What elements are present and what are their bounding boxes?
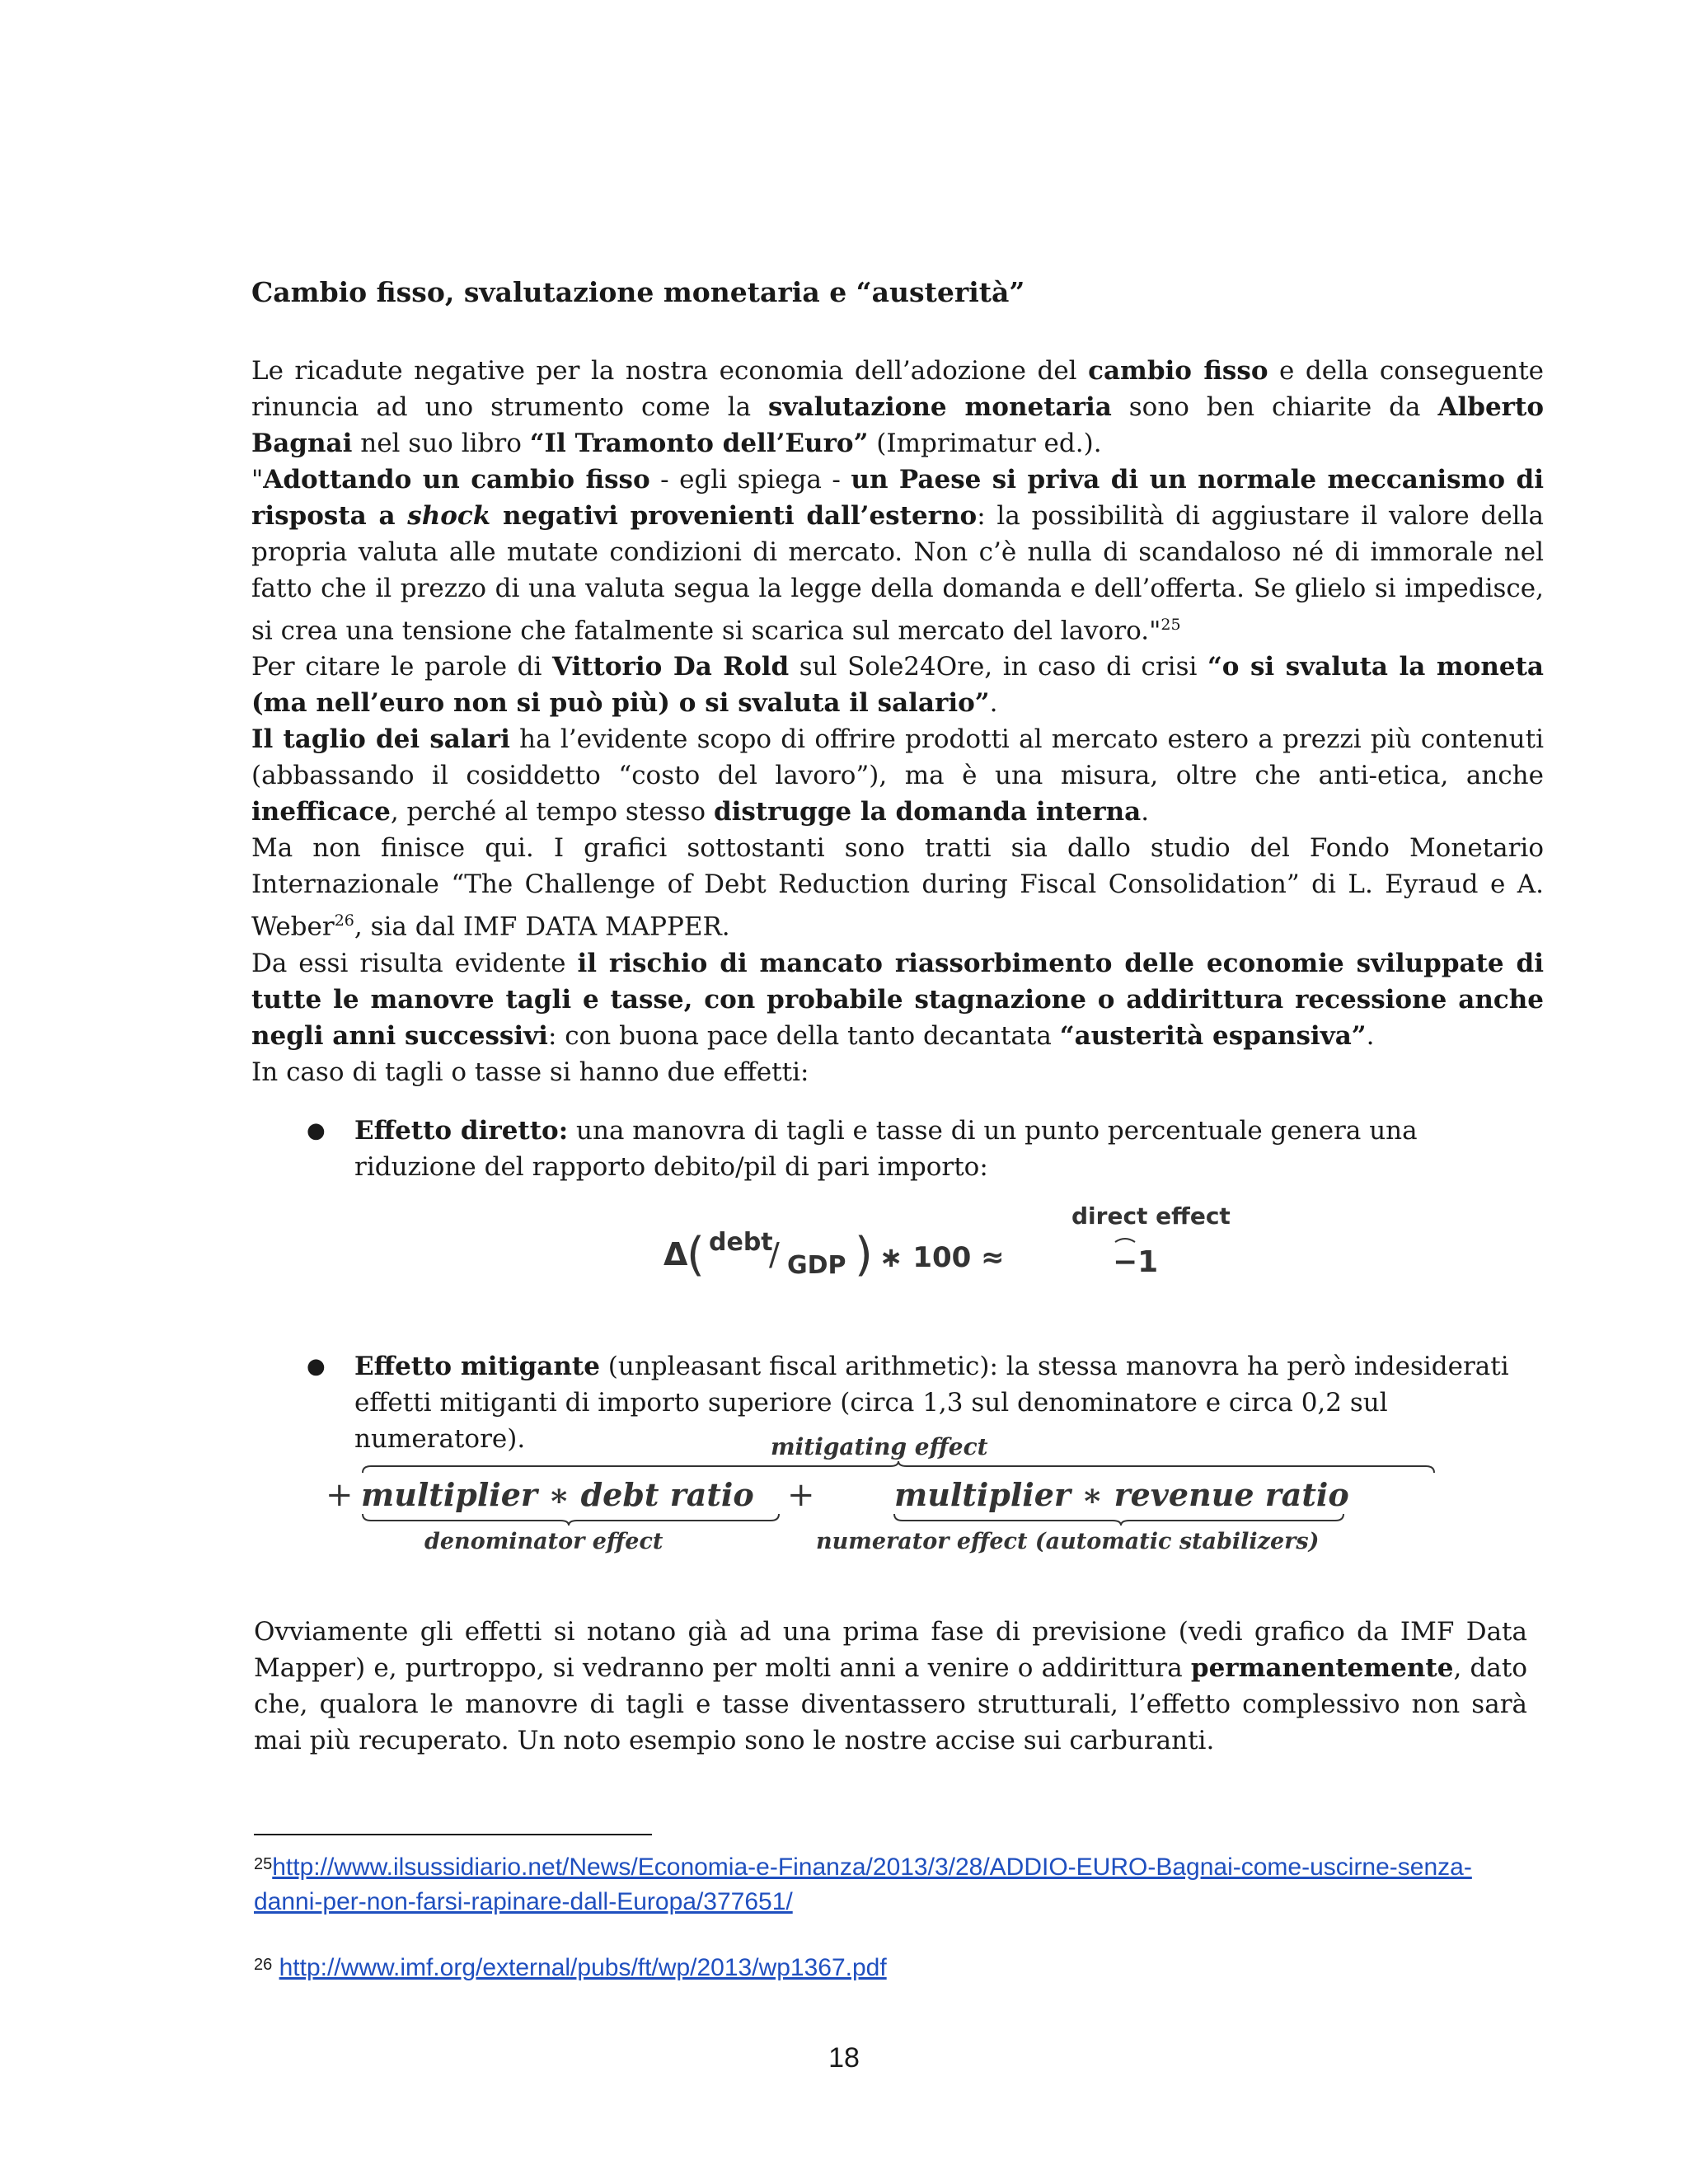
- direct-effect-formula: [663, 1199, 1257, 1290]
- text: sono ben chiarite da: [1111, 392, 1438, 422]
- paragraph-7: In caso di tagli o tasse si hanno due effetti:: [251, 1057, 809, 1087]
- text: , sia dal IMF DATA MAPPER.: [354, 912, 730, 942]
- text: : la possibilità di aggiustare il valore della propria valuta alle mutate condizioni di mercato. Non c’è nulla di scandaloso né di immorale nel fatto che il prezzo di una valuta segua la legge della domanda e dell’offerta. Se glielo si impedisce, si crea una tensione che fatalmente si scarica sul mercato del lavoro.": [251, 501, 1544, 646]
- footnote-26: [254, 1951, 1540, 1985]
- formula-label: direct effect: [1071, 1202, 1231, 1230]
- formula-denominator: GDP: [787, 1251, 846, 1280]
- bold-text: Vittorio Da Rold: [551, 652, 790, 682]
- text: : con buona pace della tanto decantata: [547, 1020, 1060, 1051]
- text: e della conseguente rinuncia ad uno strumento come la: [251, 356, 1545, 422]
- bold-text: permanentemente: [1190, 1653, 1454, 1683]
- bold-text: un Paese si priva di un normale meccanismo di risposta a: [251, 465, 1544, 531]
- formula-slash: /: [769, 1236, 780, 1272]
- formula-numerator: debt: [709, 1228, 773, 1257]
- bold-text: inefficace: [251, 797, 391, 827]
- bold-text: “o si svaluta la moneta (ma nell’euro non si può più) o si svaluta il salario”: [251, 652, 1545, 719]
- footnote-25: [254, 1850, 1540, 1919]
- paragraph-6: [251, 945, 1544, 1054]
- bold-text: Alberto Bagnai: [251, 392, 1544, 458]
- text: Le ricadute negative per la nostra economia dell’adozione del: [251, 356, 1089, 386]
- text: nel suo libro: [352, 429, 530, 458]
- text: , perché al tempo stesso: [390, 797, 714, 827]
- text: .: [989, 688, 998, 719]
- bold-text: negativi provenienti dall’esterno: [490, 501, 978, 531]
- bold-text: “Il Tramonto dell’Euro”: [529, 429, 869, 458]
- formula-label-numerator: numerator effect (automatic stabilizers): [816, 1529, 1320, 1554]
- bold-text: distrugge la domanda interna: [713, 797, 1142, 827]
- bullet-dot-icon: ●: [307, 1354, 326, 1379]
- footnote-ref[interactable]: 25: [1160, 616, 1181, 634]
- bold-text: Il taglio dei salari: [251, 724, 510, 755]
- bold-text: Effetto mitigante: [354, 1352, 600, 1381]
- text: Per citare le parole di: [251, 652, 552, 682]
- paragraph-5: [251, 830, 1544, 944]
- paragraph-4: [251, 721, 1544, 830]
- bullet-dot-icon: ●: [307, 1118, 326, 1143]
- formula-label-denominator: denominator effect: [424, 1529, 663, 1554]
- formula-delta: Δ: [663, 1236, 688, 1272]
- bold-text: il rischio di mancato riassorbimento delle economie sviluppate di tutte le manovre tagli e tasse, con probabile stagnazione o addirittura recessione anche negli anni successivi: [251, 948, 1544, 1051]
- formula-rest: ∗ 100 ≈: [879, 1241, 1005, 1274]
- bullet-text: [354, 1113, 1543, 1185]
- bullet-direct-effect: [307, 1113, 1543, 1185]
- text: .: [1366, 1020, 1375, 1051]
- text: - egli spiega -: [649, 465, 851, 494]
- text: una manovra di tagli e tasse di un punto percentuale genera una riduzione del rapporto debito/pil di pari importo:: [354, 1116, 1418, 1182]
- footnote-link[interactable]: http://www.ilsussidiario.net/News/Economia-e-Finanza/2013/3/28/ADDIO-EURO-Bagnai-come-uscirne-senza-danni-per-non-farsi-rapinare-dall-Europa/377651/: [254, 1854, 1472, 1915]
- formula-term-1: multiplier ∗ debt ratio: [361, 1476, 754, 1513]
- bold-text: svalutazione monetaria: [768, 392, 1112, 422]
- formula-paren-close: ): [855, 1228, 873, 1282]
- formula-plus: +: [326, 1476, 354, 1514]
- formula-paren-open: (: [687, 1228, 705, 1282]
- bold-text: “austerità espansiva”: [1059, 1020, 1367, 1051]
- footnote-number: 26: [254, 1956, 273, 1974]
- closing-paragraph: [254, 1614, 1527, 1759]
- text: Ma non finisce qui. I grafici sottostanti sono tratti sia dallo studio del Fondo Monetario Internazionale “The Challenge of Debt Reduction during Fiscal Consolidation” di L. Eyraud e A. Weber: [251, 833, 1544, 942]
- formula-term-2: multiplier ∗ revenue ratio: [894, 1476, 1349, 1513]
- page-number: 18: [828, 2042, 860, 2074]
- text: ": [251, 465, 264, 494]
- bold-text: Adottando un cambio fisso: [263, 465, 650, 494]
- brace-icon: [1115, 1239, 1135, 1242]
- footnote-separator: [254, 1834, 652, 1835]
- text: (unpleasant fiscal arithmetic): la stessa manovra ha però indesiderati effetti mitiganti di importo superiore (circa 1,3 sul denominatore e circa 0,2 sul numeratore).: [354, 1352, 1509, 1454]
- overbrace-icon: [363, 1461, 1434, 1473]
- text: ha l’evidente scopo di offrire prodotti al mercato estero a prezzi più contenuti (abbassando il cosiddetto “costo del lavoro”), ma è una misura, oltre che anti-etica, anche: [251, 724, 1544, 791]
- formula-plus: +: [787, 1476, 815, 1514]
- underbrace-icon: [363, 1514, 779, 1526]
- text: sul Sole24Ore, in caso di crisi: [789, 652, 1207, 682]
- paragraph-1: [251, 353, 1544, 462]
- body-text: [251, 353, 1544, 1090]
- paragraph-3: [251, 649, 1544, 721]
- text: .: [1141, 797, 1150, 827]
- bold-text: Effetto diretto:: [354, 1116, 569, 1146]
- section-heading: Cambio fisso, svalutazione monetaria e “austerità”: [251, 276, 1025, 308]
- text: Ovviamente gli effetti si notano già ad una prima fase di previsione (vedi grafico da IMF Data Mapper) e, purtroppo, si vedranno per molti anni a venire o addirittura: [254, 1617, 1527, 1683]
- paragraph-2: [251, 462, 1544, 649]
- text: Da essi risulta evidente: [251, 948, 578, 978]
- text: (Imprimatur ed.).: [868, 429, 1102, 458]
- footnote-ref[interactable]: 26: [334, 912, 354, 930]
- bold-italic-text: shock: [407, 501, 491, 531]
- mitigating-effect-formula: [321, 1430, 1451, 1554]
- bold-text: cambio fisso: [1088, 356, 1268, 386]
- formula-top-label: mitigating effect: [771, 1433, 988, 1460]
- footnote-link[interactable]: http://www.imf.org/external/pubs/ft/wp/2013/wp1367.pdf: [279, 1954, 887, 1981]
- text: , dato che, qualora le manovre di tagli e tasse diventassero strutturali, l’effetto complessivo non sarà mai più recuperato. Un noto esempio sono le nostre accise sui carburanti.: [254, 1653, 1528, 1755]
- footnote-number: 25: [254, 1855, 273, 1873]
- underbrace-icon: [894, 1514, 1343, 1526]
- formula-value: −1: [1113, 1245, 1159, 1279]
